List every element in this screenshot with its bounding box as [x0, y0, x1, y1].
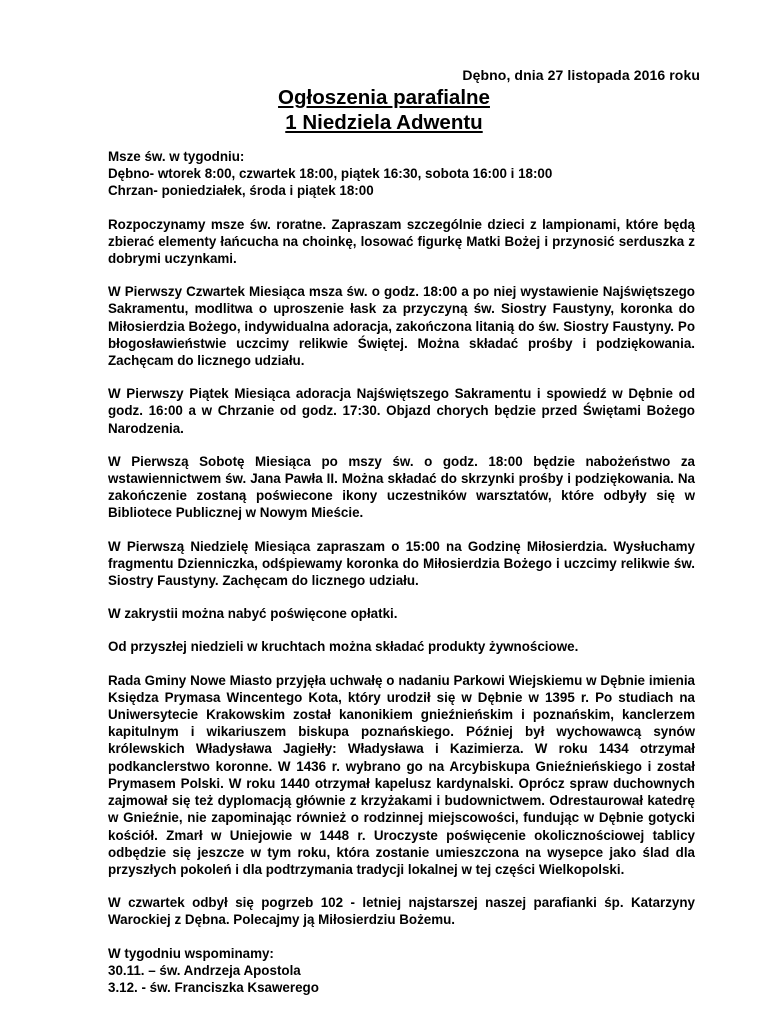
announcement-paragraph: W Pierwszą Niedzielę Miesiąca zapraszam o 15:00 na Godzinę Miłosierdzia. Wysłuchamy fragmentu Dzienniczka, odśpiewamy koronka do Miłosierdzia Bożego i uczcimy relikwie św. Siostry Faustyny. Zachęcam do licznego udziału.: [108, 538, 695, 589]
announcements-body: [108, 148, 695, 1012]
mass-schedule: [108, 148, 695, 200]
remembrance-heading: W tygodniu wspominamy:: [108, 945, 274, 961]
mass-schedule-heading: Msze św. w tygodniu:: [108, 149, 245, 164]
document-title: Ogłoszenia parafialne: [278, 86, 490, 109]
announcement-paragraph: Od przyszłej niedzieli w kruchtach można składać produkty żywnościowe.: [108, 639, 579, 655]
remembrance-item: 3.12. - św. Franciszka Ksawerego: [108, 979, 319, 995]
announcement-paragraph: W Pierwszy Czwartek Miesiąca msza św. o godz. 18:00 a po niej wystawienie Najświętszego Sakramentu, modlitwa o uproszenie łask za przyczyną św. Siostry Faustyny, koronka do Miłosierdzia Bożego, indywidualna adoracja, zakończona litanią do św. Siostry Faustyny. Po błogosławieństwie uczcimy relikwie Świętej. Można składać prośby i podziękowania. Zachęcam do licznego udziału.: [108, 284, 695, 369]
mass-schedule-chrzan: Chrzan- poniedziałek, środa i piątek 18:00: [108, 183, 374, 199]
announcement-paragraph: Rada Gminy Nowe Miasto przyjęła uchwałę o nadaniu Parkowi Wiejskiemu w Dębnie imienia Księdza Prymasa Wincentego Kota, który urodził się w Dębnie w 1395 r. Po studiach na Uniwersytecie Krakowskim został kanonikiem gnieźnieńskim i poznańskim, kanclerzem kapitulnym i wikariuszem biskupa poznańskiego. Później był wychowawcą synów królewskich Władysława Jagiełły: Władysława i Kazimierza. W roku 1434 otrzymał podkanclerstwo koronne. W 1436 r. wybrano go na Arcybiskupa Gnieźnieńskiego i został Prymasem Polski. W roku 1440 otrzymał kapelusz kardynalski. Oprócz spraw duchownych zajmował się też dyplomacją głównie z krzyżakami i budownictwem. Odrestaurował katedrę w Gnieźnie, nie zapominając również o rodzinnej miejscowości, fundując w Dębnie gotycki kościół. Zmarł w Uniejowie w 1448 r. Uroczyste poświęcenie okolicznościowej tablicy odbędzie się jeszcze w tym roku, która zostanie umieszczona na wysepce jako ślad dla przyszłych pokoleń i dla podtrzymania tradycji lokalnej w tej części Wielkopolski.: [108, 672, 695, 877]
remembrance-item: 30.11. – św. Andrzeja Apostola: [108, 962, 301, 978]
announcement-paragraph: W Pierwszy Piątek Miesiąca adoracja Najświętszego Sakramentu i spowiedź w Dębnie od godz. 16:00 a w Chrzanie od godz. 17:30. Objazd chorych będzie przed Świętami Bożego Narodzenia.: [108, 386, 695, 436]
announcement-paragraph: W zakrystii można nabyć poświęcone opłatki.: [108, 606, 398, 622]
announcement-paragraph: W czwartek odbył się pogrzeb 102 - letniej najstarszej naszej parafianki śp. Katarzyny Warockiej z Dębna. Polecajmy ją Miłosierdziu Bożemu.: [108, 895, 695, 928]
mass-schedule-debno: Dębno- wtorek 8:00, czwartek 18:00, piątek 16:30, sobota 16:00 i 18:00: [108, 166, 553, 182]
remembrance-section: [108, 945, 695, 997]
announcement-paragraph: W Pierwszą Sobotę Miesiąca po mszy św. o godz. 18:00 będzie nabożeństwo za wstawiennictwem św. Jana Pawła II. Można składać do skrzynki prośby i podziękowania. Na zakończenie zostaną poświecone ikony uczestników warsztatów, które odbyły się w Bibliotece Publicznej w Nowym Mieście.: [108, 453, 695, 521]
document-subtitle: 1 Niedziela Adwentu: [285, 111, 483, 134]
document-date: Dębno, dnia 27 listopada 2016 roku: [462, 67, 700, 83]
announcement-paragraph: Rozpoczynamy msze św. roratne. Zapraszam szczególnie dzieci z lampionami, które będą zbierać elementy łańcucha na choinkę, losować figurkę Matki Bożej i przynosić serduszka z dobrymi uczynkami.: [108, 216, 695, 267]
